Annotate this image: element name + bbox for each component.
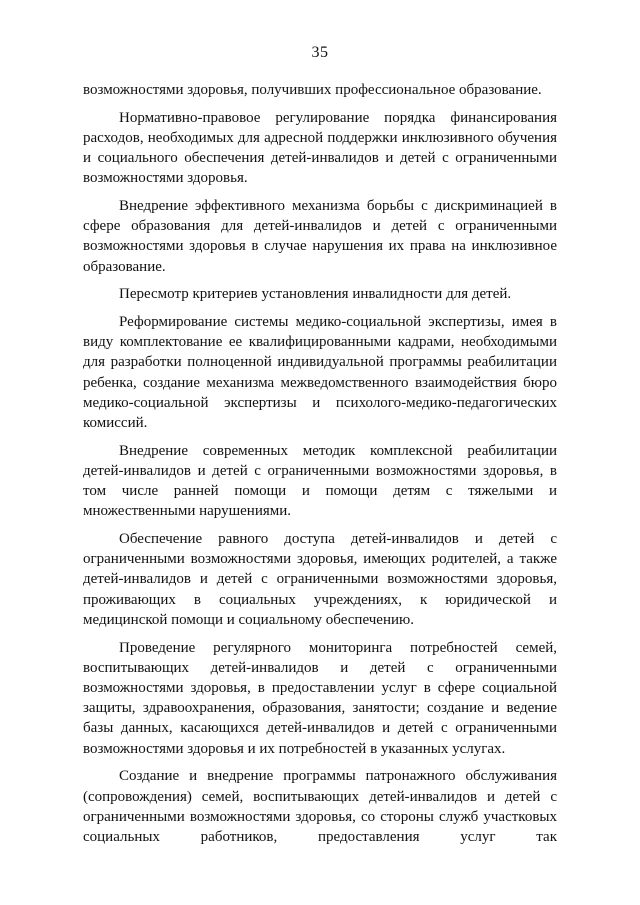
paragraph: Реформирование системы медико-социальной экспертизы, имея в виду комплектование ее квалифицированными кадрами, необходимыми для разработки полноценной индивидуальной программы реабилитации ребенка, создание механизма межведомственного взаимодействия бюро медико-социальной экспертизы и психолого-медико-педагогических комиссий. <box>83 314 557 432</box>
paragraph: Пересмотр критериев установления инвалидности для детей. <box>119 286 512 303</box>
paragraph-continues-next-page: Создание и внедрение программы патронажного обслуживания (сопровождения) семей, воспитывающих детей-инвалидов и детей с ограниченными возможностями здоровья, со стороны служб участковых социальных работников, предоставления услуг так <box>83 768 557 845</box>
paragraph: Внедрение эффективного механизма борьбы с дискриминацией в сфере образования для детей-инвалидов и детей с ограниченными возможностями здоровья в случае нарушения их права на инклюзивное образование. <box>83 198 557 275</box>
document-body <box>83 80 557 855</box>
paragraph: Обеспечение равного доступа детей-инвалидов и детей с ограниченными возможностями здоровья, имеющих родителей, а также детей-инвалидов и детей с ограниченными возможностями здоровья, проживающих в социальных учреждениях, к юридической и медицинской помощи и социальному обеспечению. <box>83 531 557 628</box>
paragraph: Нормативно-правовое регулирование порядка финансирования расходов, необходимых для адресной поддержки инклюзивного обучения и социального обеспечения детей-инвалидов и детей с ограниченными возможностями здоровья. <box>83 109 557 187</box>
paragraph: Внедрение современных методик комплексной реабилитации детей-инвалидов и детей с ограниченными возможностями здоровья, в том числе ранней помощи и помощи детям с тяжелыми и множественными нарушениями. <box>83 442 557 520</box>
paragraph-continued: возможностями здоровья, получивших профессиональное образование. <box>83 82 542 98</box>
page-number: 35 <box>311 44 329 61</box>
paragraph: Проведение регулярного мониторинга потребностей семей, воспитывающих детей-инвалидов и детей с ограниченными возможностями здоровья, в предоставлении услуг в сфере социальной защиты, здравоохранения, образования, занятости; создание и ведение базы данных, касающихся детей-инвалидов и детей с ограниченными возможностями здоровья и их потребностей в указанных услугах. <box>83 639 557 757</box>
